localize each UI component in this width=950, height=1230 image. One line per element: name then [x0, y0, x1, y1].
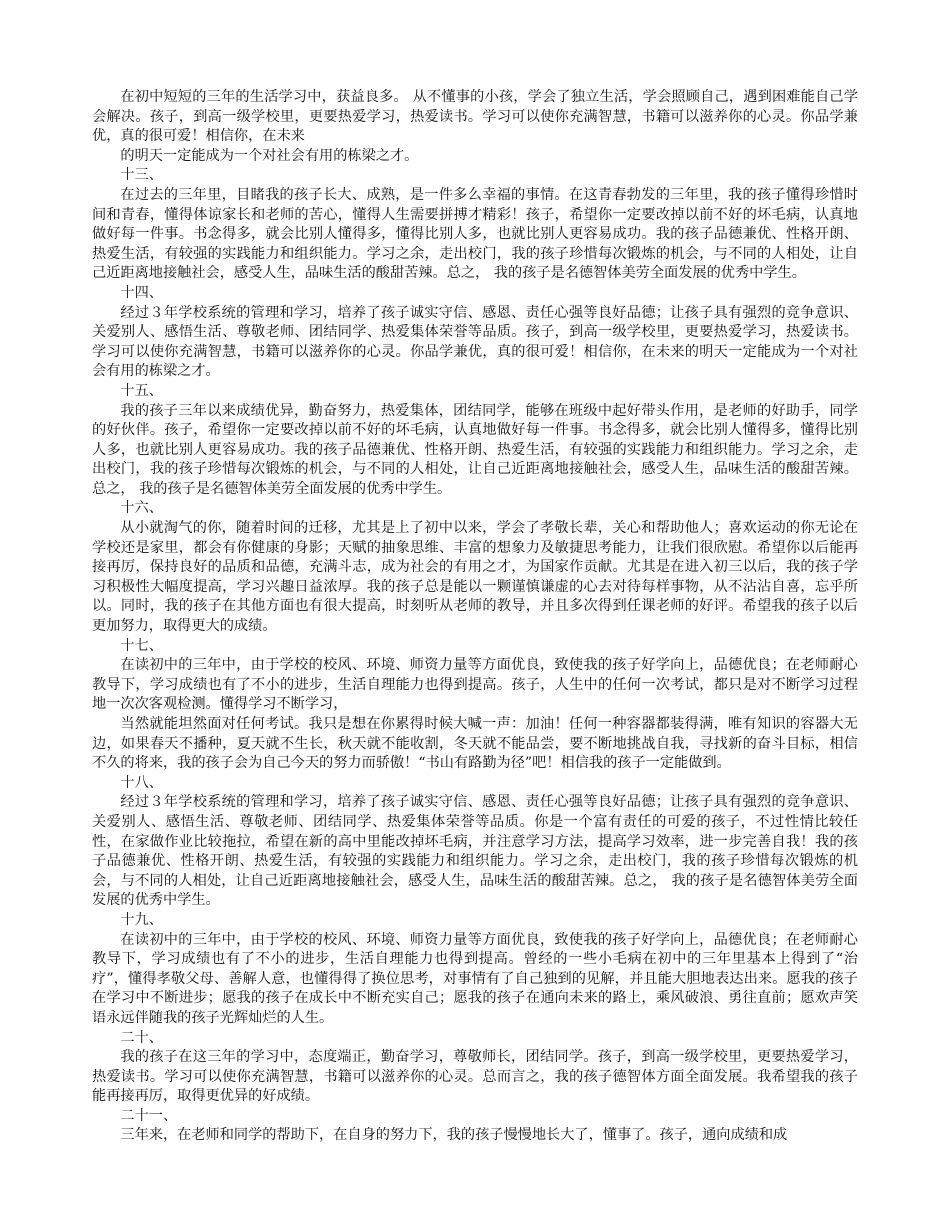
- paragraph: 经过３年学校系统的管理和学习，培养了孩子诚实守信、感恩、责任心强等良好品德；让孩子具有强烈的竞争意识、关爱别人、感悟生活、尊敬老师、团结同学、热爱集体荣誉等品质。你是一个富有责任的可爱的孩子，不过性情比较任性，在家做作业比较拖拉，希望在新的高中里能改掉坏毛病，并注意学习方法，提高学习效率，进一步完善自我！我的孩子品德兼优、性格开朗、热爱生活，有较强的实践能力和组织能力。学习之余，走出校门，我的孩子珍惜每次锻炼的机会，与不同的人相处，让自己近距离地接触社会，感受人生，品味生活的酸甜苦辣。总之， 我的孩子是名德智体美劳全面发展的优秀中学生。: [92, 794, 858, 909]
- section-heading: 十四、: [120, 284, 163, 301]
- section-heading: 二十、: [120, 1029, 163, 1046]
- section-heading: 十五、: [120, 382, 163, 399]
- section-heading: 十三、: [120, 167, 163, 184]
- paragraph: 我的孩子在这三年的学习中，态度端正，勤奋学习，尊敬师长，团结同学。孩子，到高一级学校里，更要热爱学习，热爱读书。学习可以使你充满智慧，书籍可以滋养你的心灵。总而言之，我的孩子德智体方面全面发展。我希望我的孩子能再接再厉，取得更优异的好成绩。: [92, 1049, 858, 1105]
- section-heading: 十六、: [120, 500, 163, 517]
- paragraph: 在过去的三年里，目睹我的孩子长大、成熟，是一件多么幸福的事情。在这青春勃发的三年里，我的孩子懂得珍惜时间和青春，懂得体谅家长和老师的苦心，懂得人生需要拼搏才精彩！孩子，希望你一定要改掉以前不好的坏毛病，认真地做好每一件事。书念得多，就会比别人懂得多，懂得比别人多，也就比别人更容易成功。我的孩子品德兼优、性格开朗、热爱生活，有较强的实践能力和组织能力。学习之余，走出校门，我的孩子珍惜每次锻炼的机会，与不同的人相处，让自己近距离地接触社会，感受人生，品味生活的酸甜苦辣。总之， 我的孩子是名德智体美劳全面发展的优秀中学生。: [92, 186, 858, 282]
- paragraph: 在读初中的三年中，由于学校的校风、环境、师资力量等方面优良，致使我的孩子好学向上，品德优良；在老师耐心教导下，学习成绩也有了不小的进步，生活自理能力也得到提高。曾经的一些小毛病在初中的三年里基本上得到了“治疗”，懂得孝敬父母、善解人意，也懂得得了换位思考，对事情有了自己独到的见解，并且能大胆地表达出来。愿我的孩子在学习中不断进步；愿我的孩子在成长中不断充实自己；愿我的孩子在通向未来的路上，乘风破浪、勇往直前；愿欢声笑语永远伴随我的孩子光辉灿烂的人生。: [92, 931, 858, 1026]
- paragraph: 从小就淘气的你，随着时间的迁移，尤其是上了初中以来，学会了孝敬长辈，关心和帮助他人；喜欢运动的你无论在学校还是家里，都会有你健康的身影；天赋的抽象思维、丰富的想象力及敏捷思考能力，让我们很欣慰。希望你以后能再接再厉，保持良好的品质和品德，充满斗志，成为社会的有用之才，为国家作贡献。尤其是在进入初三以后，我的孩子学习积极性大幅度提高，学习兴趣日益浓厚。我的孩子总是能以一颗谨慎谦虚的心去对待每样事物，从不沾沾自喜，忘乎所以。同时，我的孩子在其他方面也有很大提高，时刻听从老师的教导，并且多次得到任课老师的好评。希望我的孩子以后更加努力，取得更大的成绩。: [92, 520, 858, 635]
- section-heading: 十八、: [120, 774, 163, 791]
- paragraph: 当然就能坦然面对任何考试。我只是想在你累得时候大喊一声：加油！任何一种容器都装得满，唯有知识的容器大无边，如果春天不播种，夏天就不生长，秋天就不能收割，冬天就不能品尝，要不断地挑战自我，寻找新的奋斗目标，相信不久的将来，我的孩子会为自己今天的努力而骄傲！“书山有路勤为径”吧！相信我的孩子一定能做到。: [92, 716, 858, 772]
- paragraph: 的明天一定能成为一个对社会有用的栋梁之才。: [120, 147, 419, 164]
- section-heading: 二十一、: [120, 1107, 178, 1124]
- paragraph: 三年来，在老师和同学的帮助下，在自身的努力下，我的孩子慢慢地长大了，懂事了。孩子，通向成绩和成: [120, 1127, 788, 1144]
- section-heading: 十九、: [120, 911, 163, 928]
- paragraph: 经过３年学校系统的管理和学习，培养了孩子诚实守信、感恩、责任心强等良好品德；让孩子具有强烈的竞争意识、关爱别人、感悟生活、尊敬老师、团结同学、热爱集体荣誉等品质。孩子，到高一级学校里，更要热爱学习，热爱读书。学习可以使你充满智慧，书籍可以滋养你的心灵。你品学兼优，真的很可爱！相信你，在未来的明天一定能成为一个对社会有用的栋梁之才。: [92, 304, 858, 380]
- paragraph: 在初中短短的三年的生活学习中，获益良多。 从不懂事的小孩，学会了独立生活，学会照顾自己，遇到困难能自己学会解决。孩子，到高一级学校里，更要热爱学习，热爱读书。学习可以使你充满智慧，书籍可以滋养你的心灵。你品学兼优，真的很可爱！相信你，在未来: [92, 89, 858, 145]
- section-heading: 十七、: [120, 637, 163, 654]
- paragraph: 在读初中的三年中，由于学校的校风、环境、师资力量等方面优良，致使我的孩子好学向上，品德优良；在老师耐心教导下，学习成绩也有了不小的进步，生活自理能力也得到提高。孩子，人生中的任何一次考试，都只是对不断学习过程地一次次客观检测。懂得学习不断学习，: [92, 657, 858, 713]
- paragraph: 我的孩子三年以来成绩优异，勤奋努力，热爱集体，团结同学，能够在班级中起好带头作用，是老师的好助手，同学的好伙伴。孩子，希望你一定要改掉以前不好的坏毛病，认真地做好每一件事。书念得多，就会比别人懂得多，懂得比别人多，也就比别人更容易成功。我的孩子品德兼优、性格开朗、热爱生活，有较强的实践能力和组织能力。学习之余，走出校门，我的孩子珍惜每次锻炼的机会，与不同的人相处，让自己近距离地接触社会，感受人生，品味生活的酸甜苦辣。总之， 我的孩子是名德智体美劳全面发展的优秀中学生。: [92, 402, 858, 497]
